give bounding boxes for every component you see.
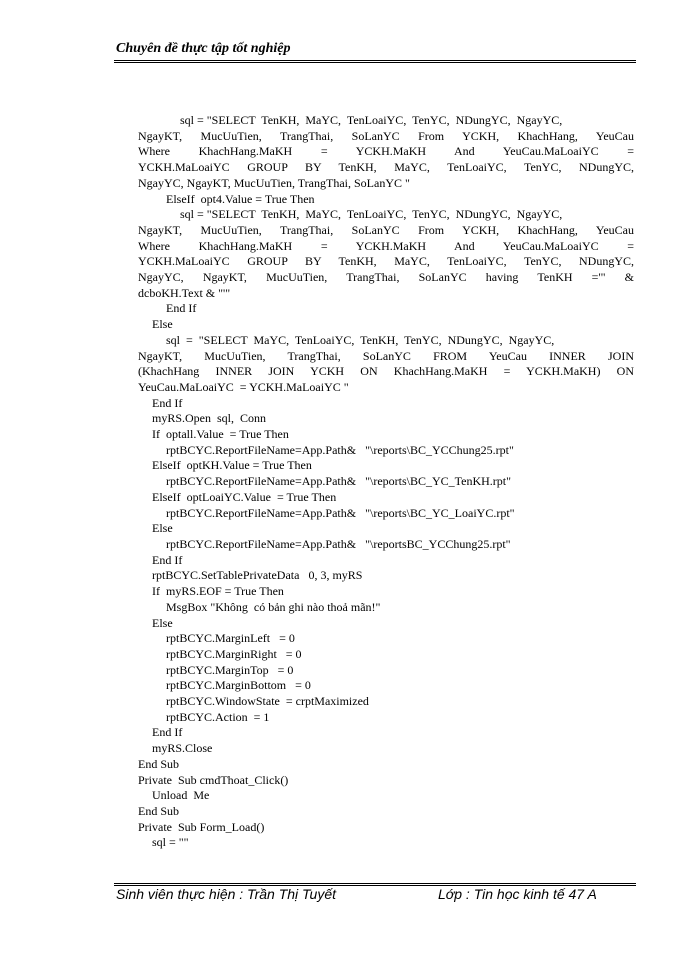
code-line: NgayKT, MucUuTien, TrangThai, SoLanYC From YCKH, KhachHang, YeuCau	[138, 128, 634, 143]
code-line: myRS.Close	[152, 741, 213, 756]
code-line: rptBCYC.ReportFileName=App.Path& "\reports\BC_YC_TenKH.rpt"	[166, 474, 512, 489]
page-header-title: Chuyên đề thực tập tốt nghiệp	[116, 41, 291, 56]
code-line: rptBCYC.SetTablePrivateData 0, 3, myRS	[152, 568, 363, 583]
header-rule	[114, 60, 636, 63]
code-line: If optall.Value = True Then	[152, 427, 289, 442]
code-line: sql = "SELECT TenKH, MaYC, TenLoaiYC, TenYC, NDungYC, NgayYC,	[180, 113, 563, 127]
code-line: End If	[152, 725, 183, 740]
code-line: Where KhachHang.MaKH = YCKH.MaKH And YeuCau.MaLoaiYC =	[138, 144, 634, 159]
code-line: ElseIf optLoaiYC.Value = True Then	[152, 489, 337, 504]
code-line: rptBCYC.ReportFileName=App.Path& "\reportsBC_YCChung25.rpt"	[166, 536, 511, 551]
code-line: Unload Me	[152, 788, 210, 803]
code-line: myRS.Open sql, Conn	[152, 411, 267, 426]
code-line: rptBCYC.MarginBottom = 0	[166, 678, 311, 693]
code-line: YCKH.MaLoaiYC GROUP BY TenKH, MaYC, TenLoaiYC, TenYC, NDungYC,	[138, 160, 634, 175]
code-line: End If	[166, 301, 197, 316]
code-line: YeuCau.MaLoaiYC = YCKH.MaLoaiYC "	[138, 379, 349, 394]
code-line: NgayYC, NgayKT, MucUuTien, TrangThai, SoLanYC having TenKH ='" &	[138, 270, 634, 285]
code-line: Private Sub Form_Load()	[138, 819, 265, 834]
code-line: rptBCYC.Action = 1	[166, 709, 270, 724]
code-line: rptBCYC.WindowState = crptMaximized	[166, 694, 369, 709]
code-line: rptBCYC.ReportFileName=App.Path& "\reports\BC_YCChung25.rpt"	[166, 442, 514, 457]
code-line: Where KhachHang.MaKH = YCKH.MaKH And YeuCau.MaLoaiYC =	[138, 238, 634, 253]
code-line: rptBCYC.MarginLeft = 0	[166, 631, 295, 646]
code-line: dcboKH.Text & "'"	[138, 285, 231, 300]
code-line: sql = "SELECT TenKH, MaYC, TenLoaiYC, TenYC, NDungYC, NgayYC,	[180, 207, 563, 222]
code-line: Private Sub cmdThoat_Click()	[138, 772, 289, 787]
code-line: ElseIf optKH.Value = True Then	[152, 458, 312, 473]
footer-student-name: Sinh viên thực hiện : Trần Thị Tuyết	[116, 886, 337, 902]
code-line: End Sub	[138, 756, 180, 771]
code-listing	[138, 113, 634, 851]
code-line: sql = "SELECT MaYC, TenLoaiYC, TenKH, TenYC, NDungYC, NgayYC,	[166, 332, 555, 347]
code-line: Else	[152, 317, 173, 332]
code-line: ElseIf opt4.Value = True Then	[166, 191, 315, 206]
footer-class-name: Lớp : Tin học kinh tế 47 A	[438, 886, 597, 902]
code-line: sql = ""	[152, 835, 189, 850]
code-line: NgayKT, MucUuTien, TrangThai, SoLanYC FROM YeuCau INNER JOIN	[138, 348, 634, 363]
code-line: If myRS.EOF = True Then	[152, 584, 284, 599]
code-line: YCKH.MaLoaiYC GROUP BY TenKH, MaYC, TenLoaiYC, TenYC, NDungYC,	[138, 254, 634, 269]
code-line: rptBCYC.MarginTop = 0	[166, 662, 294, 677]
code-line: Else	[152, 615, 173, 630]
code-line: NgayYC, NgayKT, MucUuTien, TrangThai, SoLanYC "	[138, 175, 410, 190]
code-line: rptBCYC.ReportFileName=App.Path& "\reports\BC_YC_LoaiYC.rpt"	[166, 505, 515, 520]
code-line: Else	[152, 521, 173, 536]
code-line: rptBCYC.MarginRight = 0	[166, 646, 302, 661]
code-line: End If	[152, 395, 183, 410]
code-line: NgayKT, MucUuTien, TrangThai, SoLanYC From YCKH, KhachHang, YeuCau	[138, 222, 634, 237]
code-line: End If	[152, 552, 183, 567]
code-line: MsgBox "Không có bản ghi nào thoả mãn!"	[166, 599, 381, 614]
code-line: (KhachHang INNER JOIN YCKH ON KhachHang.MaKH = YCKH.MaKH) ON	[138, 364, 634, 379]
code-line: End Sub	[138, 803, 180, 818]
